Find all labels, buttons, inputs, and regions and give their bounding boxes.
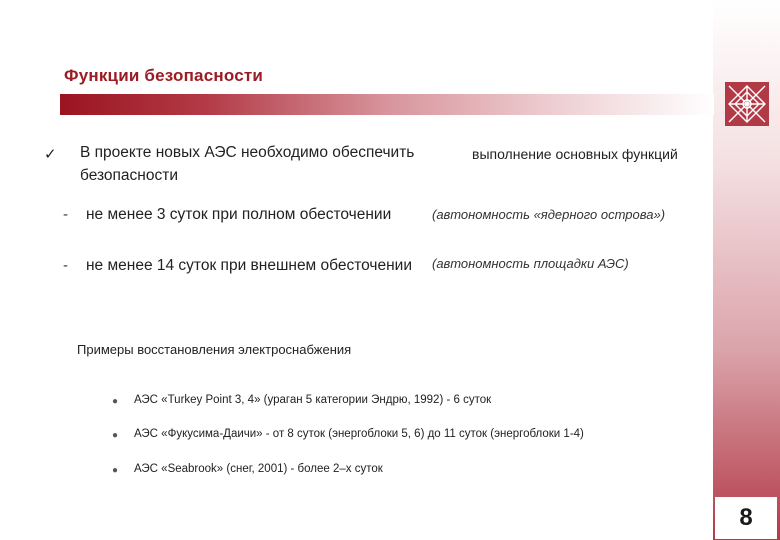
example-item: АЭС «Turkey Point 3, 4» (ураган 5 категории Эндрю, 1992) - 6 суток: [134, 394, 492, 406]
requirement-note: (автономность площадки АЭС): [432, 256, 629, 271]
example-item: АЭС «Seabrook» (снег, 2001) - более 2–х суток: [134, 463, 383, 475]
requirement-text: не менее 3 суток при полном обесточении: [86, 206, 392, 223]
bullet-icon: ●: [112, 430, 119, 441]
slide-title: Функции безопасности: [64, 66, 264, 85]
requirement-dash: -: [63, 206, 68, 223]
bullet-icon: ●: [112, 465, 119, 476]
page-number: 8: [715, 497, 777, 539]
intro-line2: безопасности: [80, 167, 178, 184]
check-mark-icon: ✓: [44, 146, 57, 163]
requirement-dash: -: [63, 257, 68, 274]
example-item: АЭС «Фукусима-Даичи» - от 8 суток (энергоблоки 5, 6) до 11 суток (энергоблоки 1-4): [134, 428, 584, 440]
intro-line1-end: выполнение основных функций: [472, 146, 678, 162]
right-decorative-band: [713, 0, 780, 540]
bullet-icon: ●: [112, 396, 119, 407]
examples-title: Примеры восстановления электроснабжения: [77, 342, 352, 357]
title-underline-bar: [60, 94, 714, 115]
rosatom-logo-icon: [725, 82, 769, 126]
requirement-text: не менее 14 суток при внешнем обесточении: [86, 257, 412, 274]
intro-line1-start: В проекте новых АЭС необходимо обеспечить: [80, 144, 415, 161]
requirement-note: (автономность «ядерного острова»): [432, 207, 666, 222]
